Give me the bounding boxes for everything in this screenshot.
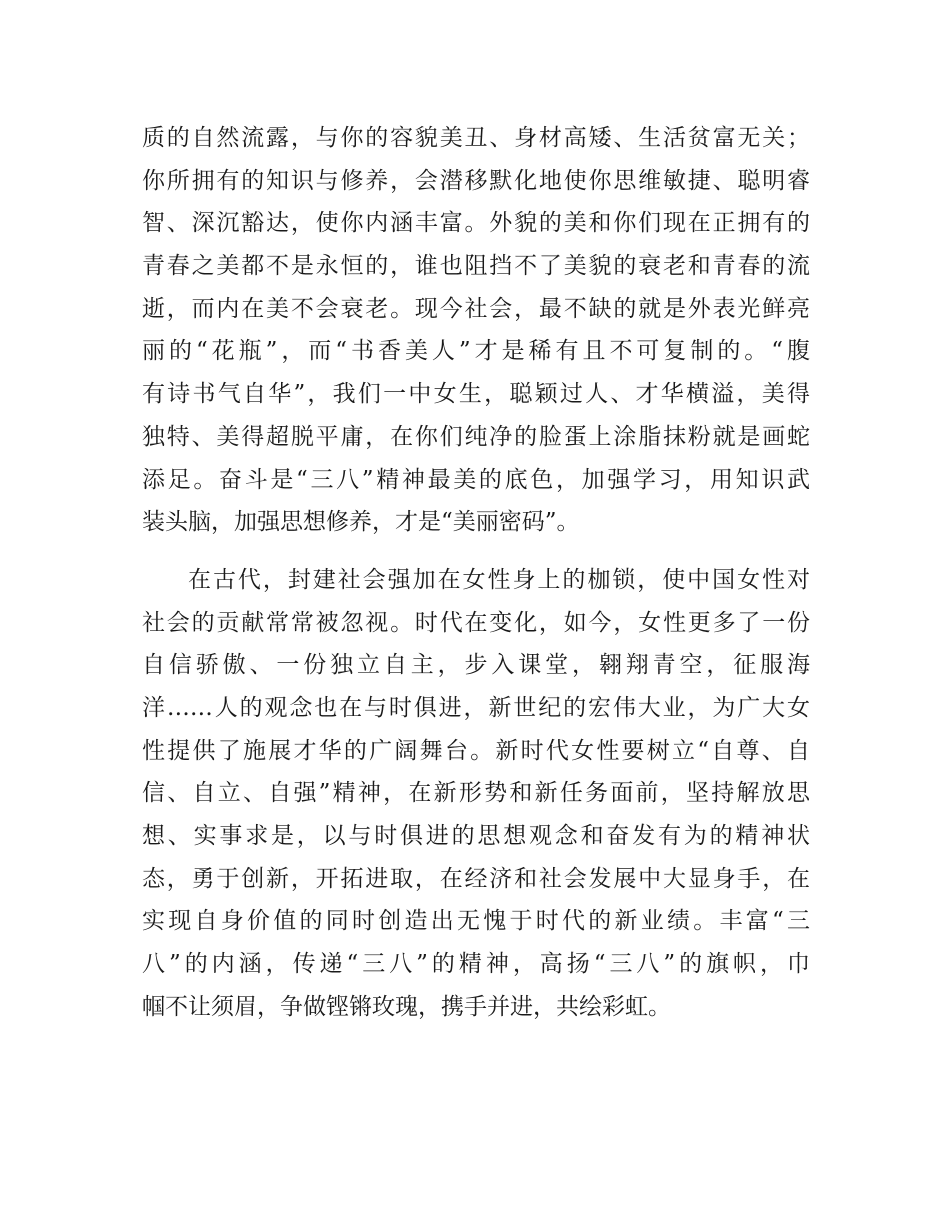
paragraph-2 <box>142 559 810 1029</box>
paragraph-1 <box>142 117 810 544</box>
text-line: 装头脑，加强思想修养，才是“美丽密码”。 <box>142 509 580 536</box>
text-line: 独特、美得超脱平庸，在你们纯净的脸蛋上涂脂抹粉就是画蛇 <box>142 423 810 450</box>
text-line: 质的自然流露，与你的容貌美丑、身材高矮、生活贫富无关； <box>142 125 810 151</box>
text-line: 态，勇于创新，开拓进取，在经济和社会发展中大显身手，在 <box>142 865 810 892</box>
text-line: 想、实事求是，以与时俱进的思想观念和奋发有为的精神状 <box>142 823 810 849</box>
text-line: 自信骄傲、一份独立自主，步入课堂，翱翔青空，征服海 <box>142 652 810 679</box>
text-line: 实现自身价值的同时创造出无愧于时代的新业绩。丰富“三 <box>142 908 810 935</box>
text-line: 青春之美都不是永恒的，谁也阻挡不了美貌的衰老和青春的流 <box>142 253 810 280</box>
text-line: 八”的内涵，传递“三八”的精神，高扬“三八”的旗帜，巾 <box>142 951 810 978</box>
text-line: 信、自立、自强”精神，在新形势和新任务面前，坚持解放思 <box>142 780 810 807</box>
paragraph-spacer <box>142 544 810 559</box>
text-line: 添足。奋斗是“三八”精神最美的底色，加强学习，用知识武 <box>142 466 810 493</box>
text-line: 丽的“花瓶”，而“书香美人”才是稀有且不可复制的。“腹 <box>142 338 810 365</box>
text-line: 洋……人的观念也在与时俱进，新世纪的宏伟大业，为广大女 <box>142 694 810 721</box>
text-line: 在古代，封建社会强加在女性身上的枷锁，使中国女性对 <box>188 566 810 593</box>
text-line: 性提供了施展才华的广阔舞台。新时代女性要树立“自尊、自 <box>142 737 810 764</box>
text-line: 智、深沉豁达，使你内涵丰富。外貌的美和你们现在正拥有的 <box>142 210 810 237</box>
body-text <box>142 117 810 1028</box>
text-line: 社会的贡献常常被忽视。时代在变化，如今，女性更多了一份 <box>142 609 810 636</box>
text-line: 有诗书气自华”，我们一中女生，聪颖过人、才华横溢，美得 <box>142 381 810 408</box>
text-line: 你所拥有的知识与修养，会潜移默化地使你思维敏捷、聪明睿 <box>142 167 810 194</box>
text-line: 帼不让须眉，争做铿锵玫瑰，携手并进，共绘彩虹。 <box>142 993 671 1020</box>
text-line: 逝，而内在美不会衰老。现今社会，最不缺的就是外表光鲜亮 <box>142 295 810 322</box>
